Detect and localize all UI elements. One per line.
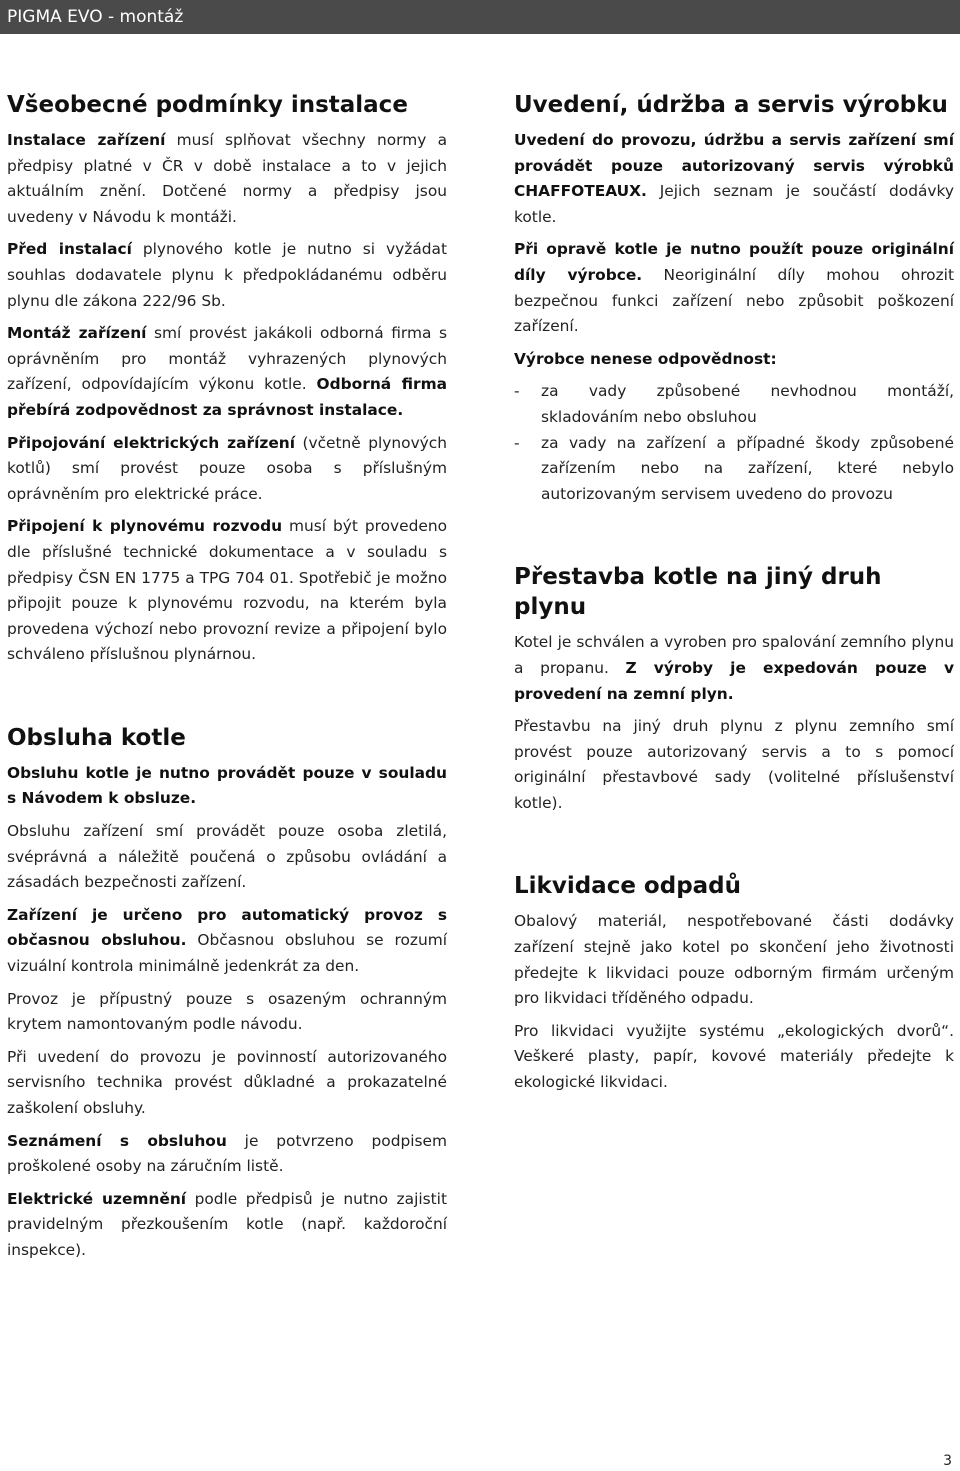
text: Přestavbu na jiný druh plynu z plynu zemního smí provést pouze autorizovaný servis a to s pomocí originální přestavbové sady (volitelné příslušenství kotle). (514, 717, 954, 812)
section-heading-installation: Všeobecné podmínky instalace (7, 92, 408, 118)
paragraph (514, 714, 954, 816)
bold-text: Před instalací (7, 240, 132, 259)
text: smí provést jakákoli odborná firma s oprávněním pro montáž vyhrazených plynových zařízení, odpovídajícím výkonu kotle. (7, 324, 447, 394)
paragraph (514, 1019, 954, 1096)
paragraph (514, 347, 954, 373)
bold-text: Elektrické uzemnění (7, 1189, 187, 1208)
paragraph (7, 128, 447, 230)
bold-text: Seznámení s obsluhou (7, 1131, 227, 1150)
text: Jejich seznam je součástí dodávky kotle. (514, 182, 954, 226)
bold-text: Zařízení je určeno pro automatický provoz s občasnou obsluhou. (7, 905, 447, 950)
bold-text: Obsluhu kotle je nutno provádět pouze v souladu s Návodem k obsluze. (7, 763, 447, 808)
paragraph (514, 128, 954, 230)
paragraph (7, 514, 447, 668)
bold-text: Výrobce nenese odpovědnost: (514, 349, 777, 368)
text: Obalový materiál, nespotřebované části dodávky zařízení stejně jako kotel po skončení jeho životnosti předejte k likvidaci pouze odborným firmám určeným pro likvidaci tříděného odpadu. (514, 912, 954, 1008)
text: Obsluhu zařízení smí provádět pouze osoba zletilá, svéprávná a náležitě poučená o způsobu ovládání a zásadách bezpečnosti zařízení. (7, 822, 447, 892)
text: je potvrzeno podpisem proškolené osoby na záručním listě. (7, 1131, 447, 1176)
liability-list (514, 379, 954, 507)
paragraph (514, 909, 954, 1011)
document-header (0, 0, 960, 34)
text: Pro likvidaci využijte systému „ekologických dvorů“. Veškeré plasty, papír, kovové materiály předejte k ekologické likvidaci. (514, 1021, 954, 1092)
document-title: PIGMA EVO - montáž (7, 7, 184, 27)
paragraph (7, 431, 447, 508)
text: (včetně plynových kotlů) smí provést pouze osoba s příslušným oprávněním pro elektrické práce. (7, 433, 447, 503)
list-item: - za vady na zařízení a případné škody způsobené zařízením nebo na zařízení, které nebylo autorizovaným servisem uvedeno do provozu (514, 431, 954, 508)
paragraph (7, 321, 447, 423)
paragraph (7, 237, 447, 314)
bold-text: Odborná firma přebírá zodpovědnost za správnost instalace. (7, 375, 447, 419)
bold-text: Z výroby je expedován pouze v provedení na zemní plyn. (514, 658, 954, 703)
bold-text: Připojování elektrických zařízení (7, 433, 296, 452)
text: Neoriginální díly mohou ohrozit bezpečnou funkci zařízení nebo způsobit poškození zařízení. (514, 265, 954, 336)
paragraph (7, 903, 447, 980)
paragraph (514, 630, 954, 707)
paragraph (7, 761, 447, 812)
paragraph (7, 987, 447, 1038)
section-heading-operation: Obsluha kotle (7, 724, 186, 751)
paragraph (7, 1129, 447, 1180)
text: Při uvedení do provozu je povinností autorizovaného servisního technika provést důkladné a prokazatelné zaškolení obsluhy. (7, 1047, 447, 1117)
text: Občasnou obsluhou se rozumí vizuální kontrola minimálně jedenkrát za den. (7, 931, 447, 976)
text: Kotel je schválen a vyroben pro spalování zemního plynu a propanu. (514, 633, 954, 677)
text: Provoz je přípustný pouze s osazeným ochranným krytem namontovaným podle návodu. (7, 989, 447, 1034)
bold-text: Instalace zařízení (7, 131, 166, 149)
bold-text: Při opravě kotle je nutno použít pouze originální díly výrobce. (514, 240, 954, 284)
text: musí být provedeno dle příslušné technické dokumentace a v souladu s předpisy ČSN EN 1775 a TPG 704 01. Spotřebič je možno připojit pouze k plynovému rozvodu, na kterém byla provedena výchozí nebo provozní revize a připojení bylo schváleno příslušnou plynárnou. (7, 517, 447, 664)
bold-text: Montáž zařízení (7, 324, 147, 343)
right-column (514, 90, 954, 1103)
list-item: - za vady způsobené nevhodnou montáží, skladováním nebo obsluhou (514, 379, 954, 430)
paragraph (7, 819, 447, 896)
left-column (7, 90, 447, 1271)
section-heading-conversion: Přestavba kotle na jiný druh plynu (514, 564, 882, 621)
text: musí splňovat všechny normy a předpisy platné v ČR v době instalace a to v jejich aktuálním znění. Dotčené normy a předpisy jsou uvedeny v Návodu k montáži. (7, 131, 447, 226)
section-heading-disposal: Likvidace odpadů (514, 873, 742, 900)
text: plynového kotle je nutno si vyžádat souhlas dodavatele plynu k předpokládanému odběru plynu dle zákona 222/96 Sb. (7, 240, 447, 310)
bold-text: Připojení k plynovému rozvodu (7, 517, 283, 536)
paragraph (7, 1187, 447, 1264)
section-heading-service: Uvedení, údržba a servis výrobku (514, 92, 948, 118)
paragraph (7, 1045, 447, 1122)
text: podle předpisů je nutno zajistit pravidelným přezkoušením kotle (např. každoroční inspekce). (7, 1189, 447, 1259)
page-number: 3 (943, 1453, 952, 1469)
paragraph (514, 237, 954, 339)
bold-text: Uvedení do provozu, údržbu a servis zařízení smí provádět pouze autorizovaný servis výrobků CHAFFOTEAUX. (514, 131, 954, 201)
